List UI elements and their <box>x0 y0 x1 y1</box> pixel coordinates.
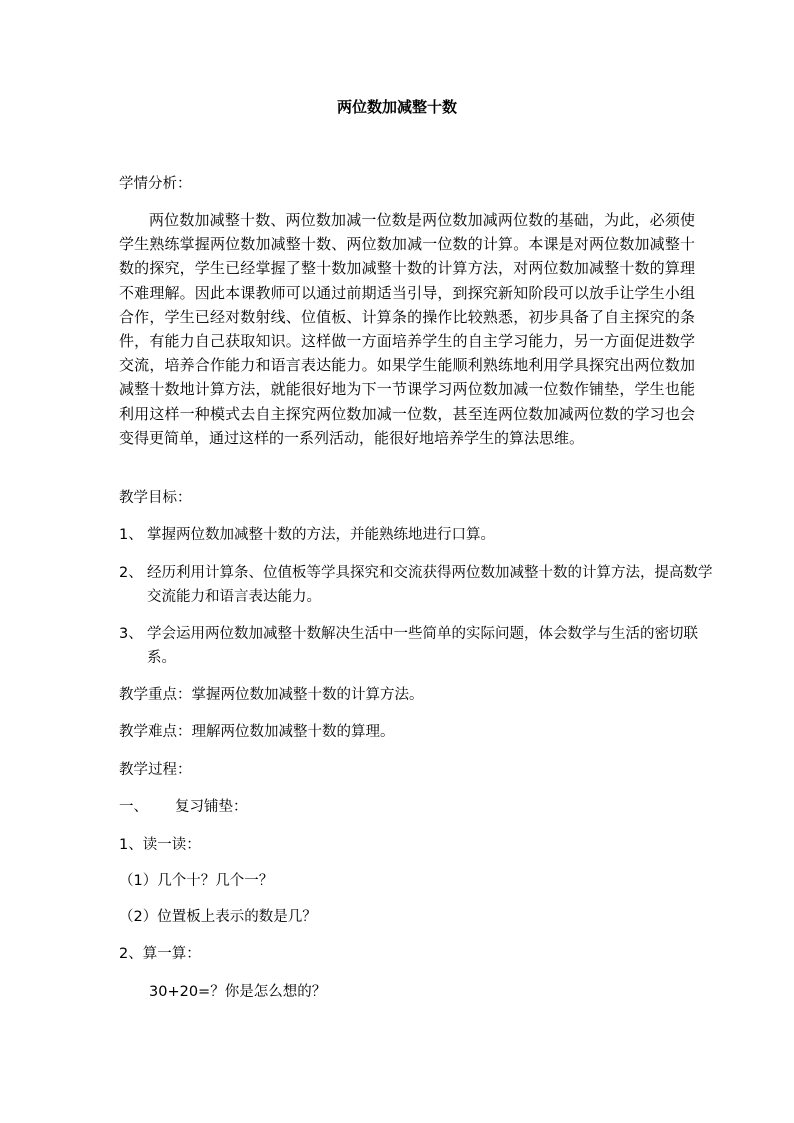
difficulty-point: 教学难点：理解两位数加减整十数的算理。 <box>119 724 395 740</box>
goal-text: 学会运用两位数加减整十数解决生活中一些简单的实际问题，体会数学与生活的密切联系。 <box>147 626 698 666</box>
goal-text: 经历利用计算条、位值板等学具探究和交流获得两位数加减整十数的计算方法，提高数学交流能力和语言表达能力。 <box>147 565 713 605</box>
goal-item-2 <box>119 561 713 609</box>
section-number: 一、 <box>119 799 148 815</box>
section-1-heading <box>119 795 248 819</box>
calc-example: 30+20=？你是怎么想的？ <box>149 984 327 1000</box>
analysis-heading: 学情分析： <box>119 176 192 192</box>
goal-text: 掌握两位数加减整十数的方法，并能熟练地进行口算。 <box>147 527 495 543</box>
goal-number: 1、 <box>119 527 143 543</box>
goal-item-3 <box>119 622 713 670</box>
goals-heading: 教学目标： <box>119 490 192 506</box>
question-1: （1）几个十？几个一？ <box>119 873 274 889</box>
step-2: 2、算一算： <box>119 946 201 962</box>
key-point: 教学重点：掌握两位数加减整十数的计算方法。 <box>119 687 424 703</box>
document-title: 两位数加减整十数 <box>336 98 457 116</box>
section-title: 复习铺垫： <box>175 799 248 815</box>
goal-number: 3、 <box>119 626 143 642</box>
process-heading: 教学过程： <box>119 762 192 778</box>
analysis-paragraph: 两位数加减整十数、两位数加减一位数是两位数加减两位数的基础，为此，必须使学生熟练掌握两位数加减整十数、两位数加减一位数的计算。本课是对两位数加减整十数的探究，学生已经掌握了整十数加减整十数的计算方法，对两位数加减整十数的算理不难理解。因此本课教师可以通过前期适当引导，到探究新知阶段可以放手让学生小组合作，学生已经对数射线、位值板、计算条的操作比较熟悉，初步具备了自主探究的条件，有能力自己获取知识。这样做一方面培养学生的自主学习能力，另一方面促进数学交流，培养合作能力和语言表达能力。如果学生能顺利熟练地利用学具探究出两位数加减整十数地计算方法，就能很好地为下一节课学习两位数加减一位数作铺垫，学生也能利用这样一种模式去自主探究两位数加减一位数，甚至连两位数加减两位数的学习也会变得更简单，通过这样的一系列活动，能很好地培养学生的算法思维。 <box>119 211 695 447</box>
goal-number: 2、 <box>119 565 143 581</box>
goal-item-1 <box>119 523 713 547</box>
question-2: （2）位置板上表示的数是几？ <box>119 909 317 925</box>
step-1: 1、读一读： <box>119 837 201 853</box>
